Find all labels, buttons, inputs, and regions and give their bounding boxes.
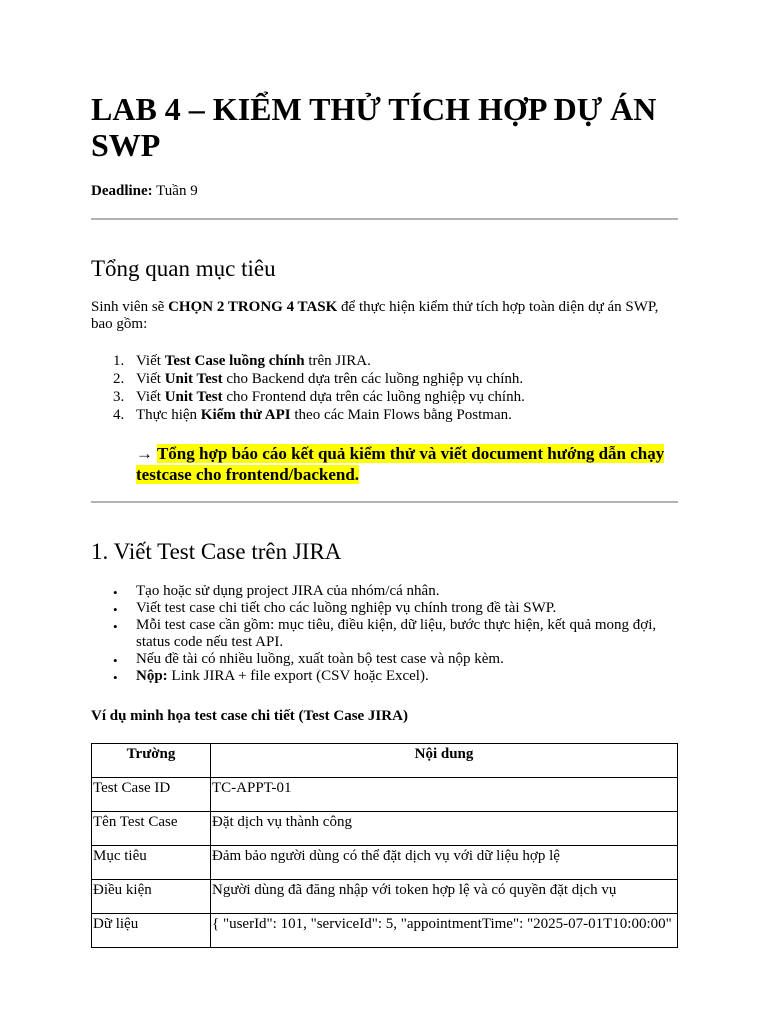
bullet-text: Nếu đề tài có nhiều luồng, xuất toàn bộ test case và nộp kèm.	[136, 651, 504, 667]
bullet-text: Tạo hoặc sử dụng project JIRA của nhóm/cá nhân.	[136, 583, 440, 599]
table-cell: Dữ liệu	[92, 914, 211, 948]
page-title: LAB 4 – KIỂM THỬ TÍCH HỢP DỰ ÁN SWP	[91, 91, 657, 163]
overview-intro	[91, 299, 678, 333]
table-cell: { "userId": 101, "serviceId": 5, "appointmentTime": "2025-07-01T10:00:00"	[211, 914, 678, 948]
list-item	[91, 668, 678, 685]
task-text-end: theo các Main Flows bằng Postman.	[290, 407, 512, 423]
table-header-row	[92, 744, 678, 778]
bullet-icon: •	[113, 670, 118, 685]
table-cell: Đặt dịch vụ thành công	[211, 812, 678, 846]
example-title: Ví dụ minh họa test case chi tiết (Test Case JIRA)	[91, 708, 408, 724]
task-text: Viết	[136, 389, 165, 405]
table-cell: Mục tiêu	[92, 846, 211, 880]
bullet-bold: Nộp:	[136, 668, 168, 684]
intro-text-end: để thực hiện kiểm thử tích hợp toàn diện dự án SWP, bao gồm:	[91, 299, 659, 332]
list-number: 2.	[113, 371, 125, 387]
table-cell: Đảm bảo người dùng có thể đặt dịch vụ với dữ liệu hợp lệ	[211, 846, 678, 880]
task-bold: Kiểm thử API	[200, 407, 291, 423]
task-text: Thực hiện	[136, 407, 201, 423]
bullet-icon: •	[113, 619, 118, 634]
table-header: Trường	[92, 744, 211, 778]
task-text: Viết	[136, 371, 165, 387]
list-item	[91, 353, 678, 371]
bullet-text: Mỗi test case cần gồm: mục tiêu, điều kiện, dữ liệu, bước thực hiện, kết quả mong đợi, status code nếu test API.	[136, 617, 657, 650]
task-text-end: cho Frontend dựa trên các luồng nghiệp vụ chính.	[222, 389, 525, 405]
table-header: Nội dung	[211, 744, 678, 778]
deadline	[91, 183, 198, 200]
divider	[91, 501, 678, 503]
list-number: 1.	[113, 353, 125, 369]
list-item	[91, 600, 678, 617]
deadline-label: Deadline:	[91, 183, 153, 199]
table-row	[92, 812, 678, 846]
test-case-table	[91, 743, 678, 948]
table-cell: Test Case ID	[92, 778, 211, 812]
summary-highlight: Tổng hợp báo cáo kết quả kiểm thử và viết document hướng dẫn chạy testcase cho frontend/backend.	[136, 444, 665, 484]
bullet-text: Link JIRA + file export (CSV hoặc Excel).	[167, 668, 429, 684]
requirements-list	[91, 583, 678, 685]
intro-text: Sinh viên sẽ	[91, 299, 169, 315]
task-text-end: cho Backend dựa trên các luồng nghiệp vụ chính.	[222, 371, 524, 387]
bullet-icon: •	[113, 602, 118, 617]
table-cell: Tên Test Case	[92, 812, 211, 846]
list-item	[91, 583, 678, 600]
table-row	[92, 880, 678, 914]
summary-callout	[136, 443, 676, 485]
table-row	[92, 914, 678, 948]
table-row	[92, 778, 678, 812]
task-list	[91, 353, 678, 425]
divider	[91, 218, 678, 220]
task-text-end: trên JIRA.	[304, 353, 371, 369]
task-text: Viết	[136, 353, 165, 369]
table-cell: Người dùng đã đăng nhập với token hợp lệ và có quyền đặt dịch vụ	[211, 880, 678, 914]
bullet-text: Viết test case chi tiết cho các luồng nghiệp vụ chính trong đề tài SWP.	[136, 600, 557, 616]
list-item	[91, 389, 678, 407]
list-item	[91, 407, 678, 425]
section1-heading: 1. Viết Test Case trên JIRA	[91, 539, 342, 564]
task-bold: Test Case luồng chính	[164, 353, 305, 369]
arrow-right-icon: →	[136, 444, 153, 463]
bullet-icon: •	[113, 653, 118, 668]
table-cell: Điều kiện	[92, 880, 211, 914]
bullet-icon: •	[113, 585, 118, 600]
deadline-value: Tuần 9	[156, 183, 198, 199]
list-item	[91, 617, 678, 651]
task-bold: Unit Test	[164, 371, 223, 387]
intro-bold: CHỌN 2 TRONG 4 TASK	[168, 299, 338, 315]
list-item	[91, 371, 678, 389]
list-number: 4.	[113, 407, 125, 423]
list-number: 3.	[113, 389, 125, 405]
list-item	[91, 651, 678, 668]
overview-heading: Tổng quan mục tiêu	[91, 256, 276, 281]
table-row	[92, 846, 678, 880]
table-cell: TC-APPT-01	[211, 778, 678, 812]
task-bold: Unit Test	[164, 389, 223, 405]
